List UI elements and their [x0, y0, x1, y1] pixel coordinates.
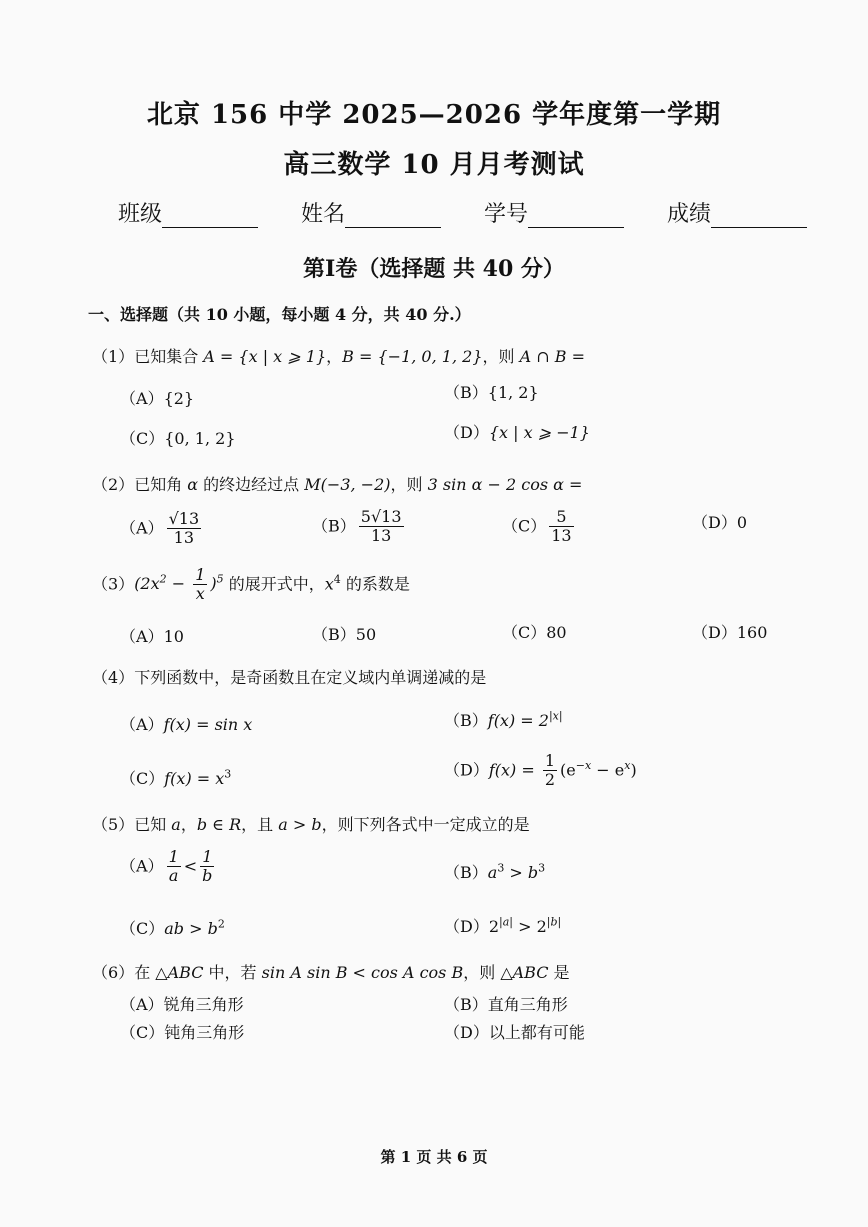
q5-option-a-fraction-2 [200, 848, 214, 886]
q1-set-a: A = {x | x ⩾ 1} [203, 347, 327, 366]
question-5 [92, 812, 530, 835]
q5-option-c-t1: ab > b [164, 919, 218, 938]
q5-option-b[interactable] [444, 860, 545, 883]
q2-option-a-denominator: 13 [173, 528, 195, 548]
q4-option-c-text: f(x) = x [164, 769, 225, 788]
q1-option-d[interactable] [444, 420, 590, 443]
field-id-blank[interactable] [528, 205, 624, 228]
q2-option-b-denominator: 13 [370, 526, 392, 546]
q5-condition: a > b [278, 815, 322, 834]
question-4 [92, 665, 486, 688]
q6-number: （6） [92, 963, 135, 982]
part-title: 第Ⅰ卷（选择题 共 40 分） [303, 256, 565, 282]
page-footer: 第 1 页 共 6 页 [380, 1148, 488, 1166]
q5-option-a-op: < [183, 856, 198, 876]
q2-option-c-fraction [549, 508, 573, 546]
q3-option-d-label: （D） [692, 623, 737, 642]
q3-option-a-text: 10 [163, 627, 184, 646]
q5-stem-c: ，且 [241, 815, 279, 834]
q4-option-a[interactable] [120, 712, 252, 735]
q6-option-d[interactable] [444, 1020, 585, 1043]
q2-option-b[interactable] [312, 508, 407, 546]
q6-option-b-text: 直角三角形 [487, 995, 568, 1014]
q5-option-b-t1: a [487, 863, 498, 882]
q5-b-in-r: b ∈ R [196, 815, 242, 834]
q1-option-b-text: {1, 2} [487, 383, 539, 402]
q5-option-d-label: （D） [444, 917, 489, 936]
q1-option-c-text: {0, 1, 2} [164, 429, 236, 448]
q2-option-b-fraction [359, 508, 404, 546]
q3-expr-b: − [166, 574, 191, 594]
q2-point: M(−3, −2) [304, 475, 391, 494]
q5-option-c-label: （C） [120, 919, 165, 938]
q2-option-d-label: （D） [692, 513, 737, 532]
q1-stem-a: 已知集合 [134, 347, 204, 366]
q5-number: （5） [92, 815, 135, 834]
q2-stem-b: 的终边经过点 [198, 475, 305, 494]
q6-option-b[interactable] [444, 992, 568, 1015]
exam-title: 北京 156 中学 2025—2026 学年度第一学期 [146, 100, 722, 130]
q4-option-d-label: （D） [444, 760, 489, 780]
q2-number: （2） [92, 475, 135, 494]
q1-option-a-label: （A） [120, 389, 164, 408]
q3-stem-a: 的展开式中， [223, 574, 325, 594]
field-name [301, 197, 441, 228]
q4-option-d-post-b: − e [591, 760, 625, 780]
q5-option-b-s1: 3 [497, 861, 505, 875]
q6-option-d-text: 以上都有可能 [488, 1023, 585, 1042]
q5-option-a-num1: 1 [168, 847, 179, 866]
q4-option-d-sup-a: −x [575, 759, 592, 773]
q5-option-b-op: > [504, 863, 528, 882]
q3-option-d-text: 160 [736, 623, 768, 642]
field-score [667, 197, 807, 228]
question-3 [92, 566, 410, 604]
q1-option-d-text: {x | x ⩾ −1} [488, 423, 590, 442]
q2-option-b-radical: √13 [370, 507, 402, 526]
q1-option-a-text: {2} [163, 389, 195, 408]
q4-option-d-pre: f(x) = [488, 760, 540, 780]
q4-option-d-sup-b: x [624, 759, 631, 773]
q2-option-b-label: （B） [312, 516, 356, 536]
q4-option-a-label: （A） [120, 715, 164, 734]
field-name-label: 姓名 [301, 202, 346, 227]
q3-fraction-num: 1 [195, 565, 206, 584]
q5-option-a-label: （A） [120, 856, 164, 876]
q6-stem-d: 是 [548, 963, 570, 982]
q2-expr: 3 sin α − 2 cos α = [427, 475, 583, 494]
q6-option-a[interactable] [120, 992, 244, 1015]
field-id [484, 197, 624, 228]
q2-stem-a: 已知角 [134, 475, 188, 494]
q2-alpha: α [187, 475, 199, 494]
q5-option-a[interactable] [120, 848, 217, 886]
q2-option-b-numerator [359, 508, 404, 527]
q1-option-c[interactable] [120, 426, 236, 449]
question-6 [92, 960, 570, 983]
q5-option-d-t1: 2 [488, 917, 500, 936]
q4-option-b-sup: |x| [548, 709, 563, 723]
q4-option-c-label: （C） [120, 769, 165, 788]
field-class-label: 班级 [118, 202, 163, 227]
q1-option-b[interactable] [444, 380, 539, 403]
q6-condition: sin A sin B < cos A cos B [261, 963, 464, 982]
field-class [118, 197, 258, 228]
q5-option-d-s1: |a| [499, 915, 514, 929]
q3-number: （3） [92, 574, 135, 594]
q3-fraction [193, 566, 207, 604]
section-title: 一、选择题（共 10 小题，每小题 4 分，共 40 分.） [88, 305, 471, 324]
q5-option-c[interactable] [120, 916, 225, 939]
q3-option-b[interactable] [312, 622, 376, 645]
q4-option-a-text: f(x) = sin x [163, 715, 253, 734]
q1-option-d-label: （D） [444, 423, 489, 442]
q1-number: （1） [92, 347, 135, 366]
q3-option-b-text: 50 [355, 625, 377, 644]
q4-option-b-label: （B） [444, 711, 488, 730]
field-class-blank[interactable] [162, 205, 258, 228]
q5-option-d-t2: 2 [536, 917, 547, 936]
student-info-row [118, 197, 843, 228]
q5-option-b-t2: b [527, 863, 539, 882]
q1-stem-c: ，则 [482, 347, 520, 366]
q4-option-b-text: f(x) = 2 [487, 711, 549, 730]
q2-option-a-fraction [167, 510, 202, 548]
q2-option-b-coef: 5 [360, 507, 371, 526]
q5-option-b-s2: 3 [538, 861, 546, 875]
q1-stem-b: ， [326, 347, 343, 366]
q6-option-c-label: （C） [120, 1023, 165, 1042]
q6-option-a-label: （A） [120, 995, 164, 1014]
q4-option-d-fraction [543, 752, 557, 790]
q3-option-c-label: （C） [502, 623, 547, 642]
question-2 [92, 472, 582, 495]
q3-expr-sup: 2 [159, 573, 167, 587]
q2-option-a-numerator: √13 [168, 509, 200, 528]
q1-set-b: B = {−1, 0, 1, 2} [342, 347, 483, 366]
field-id-label: 学号 [484, 202, 529, 227]
q4-option-d-post-c: ) [630, 760, 637, 780]
q2-option-c[interactable] [502, 508, 577, 546]
q3-option-a[interactable] [120, 624, 184, 647]
q3-option-d[interactable] [692, 620, 767, 643]
q5-option-d-op: > [513, 917, 537, 936]
q4-option-d-den: 2 [544, 770, 556, 790]
q6-option-a-text: 锐角三角形 [163, 995, 244, 1014]
q6-stem-a: 在 [134, 963, 156, 982]
q3-option-b-label: （B） [312, 625, 356, 644]
q2-option-a-label: （A） [120, 518, 164, 538]
q4-option-d[interactable] [444, 752, 637, 790]
q5-option-d-s2: |b| [546, 915, 562, 929]
q1-expr: A ∩ B = [519, 347, 585, 366]
q5-option-d[interactable] [444, 914, 561, 937]
q3-expr-a: (2x [134, 574, 160, 594]
q4-option-d-num: 1 [544, 751, 556, 770]
q5-option-a-fraction-1 [167, 848, 181, 886]
q5-option-a-num2: 1 [200, 848, 214, 867]
q4-option-c[interactable] [120, 766, 231, 789]
q4-option-b[interactable] [444, 708, 563, 731]
q3-term: x [324, 574, 334, 594]
field-score-label: 成绩 [667, 202, 712, 227]
field-name-blank[interactable] [345, 205, 441, 228]
q2-option-d-text: 0 [736, 513, 748, 532]
question-1 [92, 344, 585, 367]
q3-expression [134, 565, 224, 604]
q6-option-d-label: （D） [444, 1023, 489, 1042]
q4-number: （4） [92, 668, 135, 687]
q2-stem-c: ，则 [390, 475, 428, 494]
q1-option-b-label: （B） [444, 383, 488, 402]
q3-expr-c: ) [210, 574, 217, 594]
q2-option-d[interactable] [692, 510, 747, 533]
q6-option-c[interactable] [120, 1020, 244, 1043]
exam-subtitle: 高三数学 10 月月考测试 [283, 150, 585, 180]
q3-term-sup: 4 [333, 573, 341, 587]
field-score-blank[interactable] [711, 205, 807, 228]
q6-triangle-2: △ABC [500, 963, 549, 982]
q3-option-c[interactable] [502, 620, 567, 643]
q5-var-a: a [171, 815, 181, 834]
q3-expr-sup2: 5 [216, 573, 224, 587]
q5-option-c-s1: 2 [217, 917, 225, 931]
q4-option-c-sup: 3 [224, 767, 232, 781]
q4-option-d-post-a: (e [560, 760, 576, 780]
q2-option-a[interactable] [120, 510, 204, 548]
q2-option-c-numerator: 5 [549, 508, 573, 527]
q3-stem-b: 的系数是 [340, 574, 410, 594]
q1-option-c-label: （C） [120, 429, 165, 448]
q1-option-a[interactable] [120, 386, 194, 409]
q6-stem-b: 中，若 [203, 963, 262, 982]
q3-option-c-text: 80 [546, 623, 567, 642]
q5-option-a-den2: b [202, 866, 213, 886]
q6-stem-c: ，则 [463, 963, 501, 982]
q6-option-b-label: （B） [444, 995, 488, 1014]
q2-option-c-label: （C） [502, 516, 547, 536]
q6-triangle: △ABC [155, 963, 204, 982]
q5-option-a-den1: a [168, 866, 179, 886]
q3-option-a-label: （A） [120, 627, 164, 646]
q5-option-b-label: （B） [444, 863, 488, 882]
q5-stem-a: 已知 [134, 815, 172, 834]
q5-stem-b: ， [180, 815, 197, 834]
q2-option-c-denominator: 13 [551, 526, 572, 546]
q5-stem-d: ，则下列各式中一定成立的是 [321, 815, 530, 834]
q3-fraction-den: x [195, 584, 205, 604]
q4-stem: 下列函数中，是奇函数且在定义域内单调递减的是 [134, 668, 487, 687]
q6-option-c-text: 钝角三角形 [164, 1023, 245, 1042]
